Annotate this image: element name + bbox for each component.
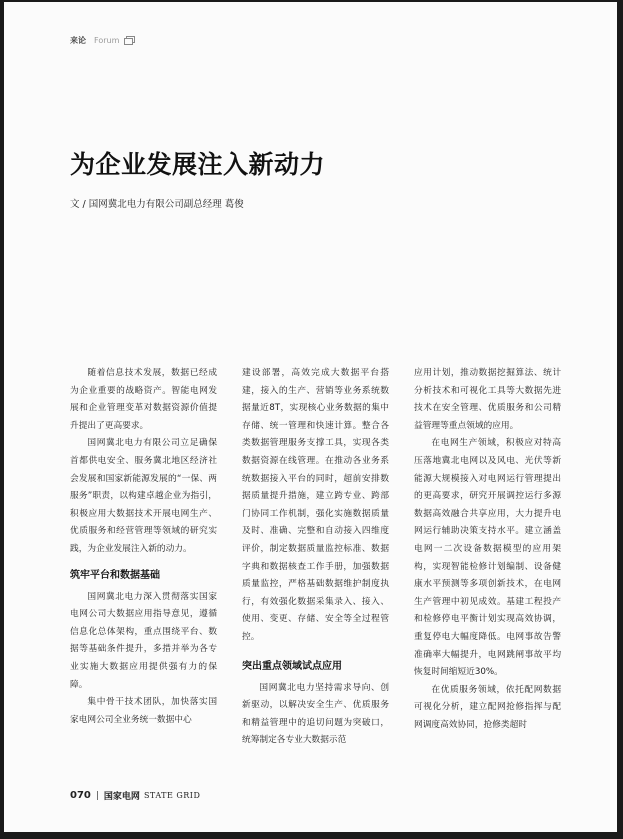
footer-separator: | <box>95 790 99 801</box>
paragraph: 建设部署，高效完成大数据平台搭建，接入的生产、营销等业务系统数据量近8T，实现核心业务数据的集中存储、统一管理和快速计算。整合各类数据管理服务支撑工具，实现各类数据资源在线管理。在推动各业务系统数据接入平台的同时，超前安排数据质量提升措施，建立跨专业、跨部门协同工作机制，强化实施数据质量及时、准确、完整和自动接入四维度评价，制定数据质量监控标准、数据字典和数据核查工作手册，加强数据质量监控，严格基础数据维护制度执行，有效强化数据采集录入、接入、使用、变更、存储、安全等全过程管控。 <box>242 368 389 642</box>
paragraph: 应用计划，推动数据挖掘算法、统计分析技术和可视化工具等大数据先进技术在安全管理、优质服务和公司精益管理等重点领域的应用。 <box>414 368 561 431</box>
page-footer <box>70 789 200 802</box>
document-icon <box>124 36 135 45</box>
paragraph: 国网冀北电力坚持需求导向、创新驱动，以解决安全生产、优质服务和精益管理中的追切问题为突破口，统筹制定各专业大数据示范 <box>242 682 389 746</box>
section-heading: 突出重点领域试点应用 <box>242 660 342 672</box>
section-label: 来论 <box>70 36 86 45</box>
paragraph: 国网冀北电力有限公司立足确保首都供电安全、服务冀北地区经济社会发展和国家新能源发展的“一保、两服务”职责，以构建卓越企业为指引，积极应用大数据技术开展电网生产、优质服务和经营管理等领域的研究实践，为企业发展注入新的动力。 <box>70 438 217 554</box>
paragraph: 集中骨干技术团队，加快落实国家电网公司全业务统一数据中心 <box>70 697 217 725</box>
paragraph: 在优质服务领域，依托配网数据可视化分析，建立配网抢修指挥与配网调度高效协同，抢修类超时 <box>414 684 561 730</box>
text-column-2 <box>242 365 389 750</box>
paragraph: 在电网生产领域，积极应对特高压落地冀北电网以及风电、光伏等新能源大规模接入对电网运行管理提出的更高要求，研究开展调控运行多源数据高效融合共享应用，大力提升电网运行辅助决策支持水平。建立涵盖电网一二次设备数据模型的应用架构，实现智能检修计划编制、设备健康水平预测等多项创新技术，在电网生产管理中初见成效。基建工程投产和检修停电平衡计划实现高效协调，重复停电大幅度降低。电网事故告警准确率大幅提升，电网跳闸事故平均恢复时间缩短近30%。 <box>414 438 561 678</box>
publication-name-en: STATE GRID <box>143 791 201 800</box>
article-title: 为企业发展注入新动力 <box>70 150 326 179</box>
section-header <box>70 35 135 46</box>
section-heading: 筑牢平台和数据基础 <box>70 569 160 581</box>
publication-name: 国家电网 <box>103 792 140 802</box>
paragraph: 国网冀北电力深入贯彻落实国家电网公司大数据应用指导意见，遵循信息化总体架构，重点围绕平台、数据等基础条件提升，多措并举为各专业实施大数据应用提供强有力的保障。 <box>70 591 217 690</box>
article-byline: 文 / 国网冀北电力有限公司副总经理 葛俊 <box>70 199 244 210</box>
page-number: 070 <box>70 790 91 801</box>
section-label-en: Forum <box>94 36 120 45</box>
text-column-3 <box>414 365 561 734</box>
text-column-1 <box>70 365 217 729</box>
magazine-page <box>4 2 617 832</box>
paragraph: 随着信息技术发展，数据已经成为企业重要的战略资产。智能电网发展和企业管理变革对数据资源价值提升提出了更高要求。 <box>70 368 217 431</box>
